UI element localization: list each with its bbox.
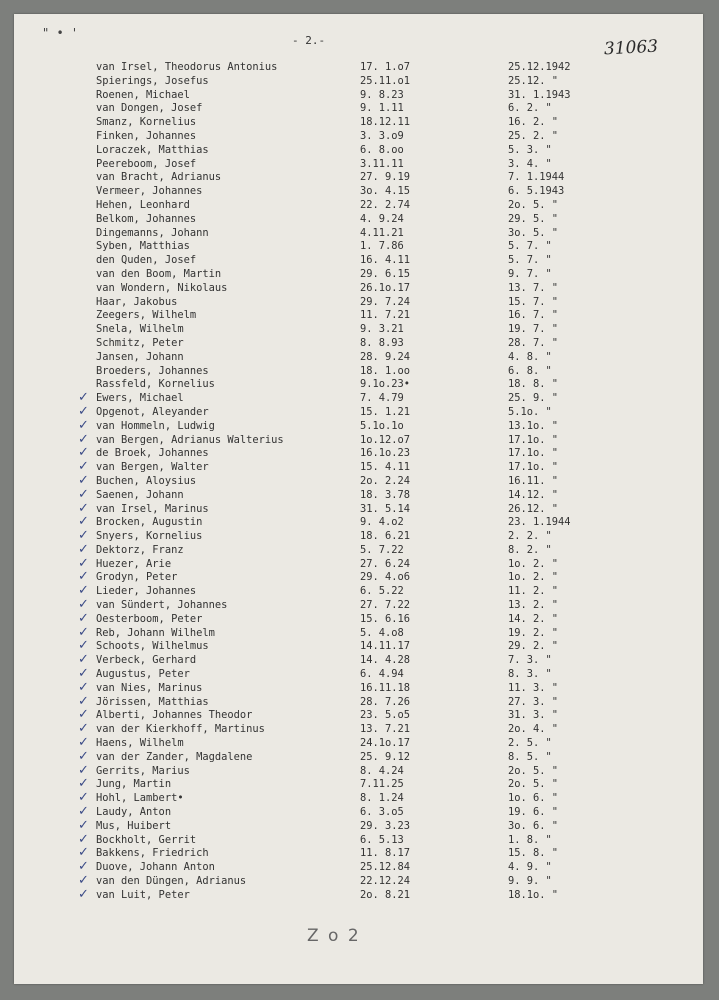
person-name: van Luit, Peter [96,888,190,901]
death-date: 3. 4. " [508,157,552,170]
check-mark: ✓ [78,417,89,433]
person-name: van der Zander, Magdalene [96,750,253,763]
table-row [0,144,719,158]
death-date: 1. 8. " [508,833,552,846]
table-row [0,624,719,641]
table-row [0,792,719,806]
person-name: van Nies, Marinus [96,681,203,694]
check-mark: ✓ [78,735,89,751]
corner-mark: " • ' [42,26,79,40]
person-name: van Hommeln, Ludwig [96,419,215,432]
birth-date: 14.11.17 [360,640,411,653]
death-date: 1o. 2. " [508,571,559,584]
person-name: Smanz, Kornelius [96,116,197,129]
check-mark: ✓ [78,638,89,654]
death-date: 14. 2. " [508,612,559,625]
death-date: 19. 6. " [508,806,559,819]
check-mark: ✓ [78,583,89,599]
person-name: Saenen, Johann [96,488,184,501]
check-mark: ✓ [78,390,89,406]
check-mark: ✓ [78,873,89,889]
table-row [0,516,719,530]
check-mark: ✓ [78,666,89,682]
birth-date: 6. 8.oo [360,143,404,156]
death-date: 6. 8. " [508,364,552,377]
person-name: Duove, Johann Anton [96,861,215,874]
birth-date: 7. 4.79 [360,392,404,405]
check-mark: ✓ [78,486,89,502]
birth-date: 9.1o.23• [360,378,411,391]
table-row [0,351,719,365]
birth-date: 17. 1.o7 [360,61,411,73]
check-mark: ✓ [78,679,89,695]
table-row [0,472,719,489]
table-row [0,130,719,144]
death-date: 25. 9. " [508,392,559,405]
birth-date: 15. 1.21 [360,405,411,418]
death-date: 16. 7. " [508,309,559,322]
reference-number: 31063 [603,36,659,60]
check-mark: ✓ [78,762,89,778]
birth-date: 15. 4.11 [360,461,411,474]
birth-date: 5.1o.1o [360,419,404,432]
birth-date: 9. 8.23 [360,88,404,101]
birth-date: 11. 7.21 [360,309,411,322]
person-name: Buchen, Aloysius [96,474,197,487]
table-row [0,847,719,861]
person-name: Gerrits, Marius [96,764,190,777]
table-row [0,640,719,654]
death-date: 19. 2. " [508,626,559,639]
birth-date: 14. 4.28 [360,654,411,667]
person-name: Dektorz, Franz [96,543,184,556]
table-row [0,585,719,599]
death-date: 27. 3. " [508,695,559,708]
table-row [0,213,719,227]
birth-date: 18. 3.78 [360,488,411,501]
death-date: 5. 3. " [508,143,552,156]
person-name: van Bergen, Adrianus Walterius [96,433,284,446]
birth-date: 4.11.21 [360,226,404,239]
birth-date: 27. 7.22 [360,599,411,612]
records-list [0,61,719,903]
check-mark: ✓ [78,555,89,571]
death-date: 5. 7. " [508,240,552,253]
death-date: 2o. 4. " [508,723,559,736]
birth-date: 6. 5.13 [360,833,404,846]
check-mark: ✓ [78,500,89,516]
footer-mark: Z o 2 [307,926,361,946]
death-date: 15. 7. " [508,295,559,308]
person-name: Brocken, Augustin [96,516,203,529]
death-date: 15. 8. " [508,847,559,860]
birth-date: 6. 3.o5 [360,806,404,819]
death-date: 26.12. " [508,502,559,515]
person-name: Syben, Matthias [96,240,190,253]
person-name: van den Boom, Martin [96,267,222,280]
table-row [0,296,719,310]
birth-date: 1o.12.o7 [360,433,411,446]
table-row [0,447,719,461]
birth-date: 11. 8.17 [360,847,411,860]
person-name: Huezer, Arie [96,557,172,570]
birth-date: 29. 6.15 [360,267,411,280]
birth-date: 26.1o.17 [360,281,411,294]
birth-date: 24.1o.17 [360,737,411,750]
birth-date: 3o. 4.15 [360,185,411,198]
check-mark: ✓ [78,831,89,847]
table-row [0,171,719,185]
table-row [0,378,719,392]
birth-date: 27. 9.19 [360,171,411,184]
table-row [0,486,719,503]
check-mark: ✓ [78,472,89,488]
check-mark: ✓ [78,403,89,419]
birth-date: 25.12.84 [360,861,411,874]
table-row [0,654,719,668]
birth-date: 23. 5.o5 [360,709,411,722]
person-name: Haens, Wilhelm [96,737,184,750]
table-row [0,185,719,199]
birth-date: 1. 7.86 [360,240,404,253]
death-date: 13. 2. " [508,599,559,612]
person-name: Finken, Johannes [96,129,197,142]
death-date: 16.11. " [508,474,559,487]
table-row [0,530,719,544]
table-row [0,282,719,296]
table-row [0,500,719,517]
death-date: 1o. 2. " [508,557,559,570]
birth-date: 29. 3.23 [360,819,411,832]
death-date: 6. 2. " [508,102,552,115]
table-row [0,599,719,613]
person-name: Spierings, Josefus [96,74,209,87]
person-name: Hohl, Lambert• [96,792,184,805]
table-row [0,227,719,241]
person-name: Broeders, Johannes [96,364,209,377]
death-date: 4. 8. " [508,350,552,363]
birth-date: 29. 7.24 [360,295,411,308]
birth-date: 18.12.11 [360,116,411,129]
person-name: van Bergen, Walter [96,461,209,474]
death-date: 8. 2. " [508,543,552,556]
death-date: 11. 2. " [508,585,559,598]
death-date: 2o. 5. " [508,198,559,211]
table-row [0,61,719,75]
table-row [0,240,719,254]
person-name: van der Kierkhoff, Martinus [96,723,265,736]
person-name: Jörissen, Matthias [96,695,209,708]
birth-date: 16.11.18 [360,681,411,694]
table-row [0,254,719,268]
death-date: 6. 5.1943 [508,185,565,198]
person-name: van Sündert, Johannes [96,599,228,612]
table-row [0,102,719,116]
table-row [0,861,719,875]
birth-date: 9. 4.o2 [360,516,404,529]
person-name: de Broek, Johannes [96,447,209,460]
check-mark: ✓ [78,569,89,585]
check-mark: ✓ [78,845,89,861]
death-date: 17.1o. " [508,461,559,474]
person-name: Reb, Johann Wilhelm [96,626,215,639]
death-date: 5.1o. " [508,405,552,418]
death-date: 3o. 5. " [508,226,559,239]
birth-date: 29. 4.o6 [360,571,411,584]
death-date: 2. 2. " [508,530,552,543]
check-mark: ✓ [78,652,89,668]
table-row [0,875,719,889]
person-name: Ewers, Michael [96,392,184,405]
birth-date: 18. 1.oo [360,364,411,377]
check-mark: ✓ [78,528,89,544]
table-row [0,309,719,323]
check-mark: ✓ [78,597,89,613]
table-row [0,75,719,89]
person-name: Hehen, Leonhard [96,198,190,211]
check-mark: ✓ [78,541,89,557]
table-row [0,806,719,820]
check-mark: ✓ [78,790,89,806]
table-row [0,886,719,903]
birth-date: 8. 4.24 [360,764,404,777]
person-name: Peereboom, Josef [96,157,197,170]
death-date: 5. 7. " [508,254,552,267]
death-date: 7. 3. " [508,654,552,667]
person-name: Haar, Jakobus [96,295,178,308]
birth-date: 5. 7.22 [360,543,404,556]
table-row [0,541,719,558]
check-mark: ✓ [78,459,89,475]
table-row [0,431,719,448]
table-row [0,723,719,737]
birth-date: 2o. 8.21 [360,888,411,901]
check-mark: ✓ [78,431,89,447]
death-date: 16. 2. " [508,116,559,129]
death-date: 25. 2. " [508,129,559,142]
check-mark: ✓ [78,624,89,640]
birth-date: 2o. 2.24 [360,474,411,487]
birth-date: 22. 2.74 [360,198,411,211]
person-name: Alberti, Johannes Theodor [96,709,253,722]
person-name: van Irsel, Theodorus Antonius [96,61,278,73]
person-name: Grodyn, Peter [96,571,178,584]
table-row [0,679,719,696]
table-row [0,365,719,379]
death-date: 11. 3. " [508,681,559,694]
birth-date: 3.11.11 [360,157,404,170]
table-row [0,158,719,172]
table-row [0,461,719,475]
table-row [0,392,719,406]
table-row [0,555,719,572]
check-mark: ✓ [78,721,89,737]
birth-date: 9. 1.11 [360,102,404,115]
death-date: 17.1o. " [508,447,559,460]
death-date: 4. 9. " [508,861,552,874]
check-mark: ✓ [78,707,89,723]
birth-date: 16. 4.11 [360,254,411,267]
table-row [0,831,719,848]
person-name: den Quden, Josef [96,254,197,267]
table-row [0,693,719,710]
death-date: 29. 2. " [508,640,559,653]
table-row [0,610,719,627]
birth-date: 22.12.24 [360,875,411,888]
death-date: 14.12. " [508,488,559,501]
birth-date: 8. 8.93 [360,336,404,349]
person-name: Rassfeld, Kornelius [96,378,215,391]
person-name: van Bracht, Adrianus [96,171,222,184]
birth-date: 3. 3.o9 [360,129,404,142]
birth-date: 28. 7.26 [360,695,411,708]
table-row [0,116,719,130]
death-date: 18.1o. " [508,888,559,901]
birth-date: 15. 6.16 [360,612,411,625]
birth-date: 6. 4.94 [360,668,404,681]
check-mark: ✓ [78,693,89,709]
person-name: Jansen, Johann [96,350,184,363]
death-date: 31. 1.1943 [508,88,571,101]
death-date: 25.12. " [508,74,559,87]
check-mark: ✓ [78,514,89,530]
check-mark: ✓ [78,817,89,833]
death-date: 9. 7. " [508,267,552,280]
person-name: Bakkens, Friedrich [96,847,209,860]
table-row [0,778,719,792]
table-row [0,737,719,751]
death-date: 17.1o. " [508,433,559,446]
death-date: 1o. 6. " [508,792,559,805]
death-date: 8. 3. " [508,668,552,681]
person-name: van den Düngen, Adrianus [96,875,247,888]
check-mark: ✓ [78,886,89,902]
table-row [0,709,719,723]
person-name: Snela, Wilhelm [96,323,184,336]
death-date: 2. 5. " [508,737,552,750]
person-name: Schoots, Wilhelmus [96,640,209,653]
birth-date: 13. 7.21 [360,723,411,736]
death-date: 13. 7. " [508,281,559,294]
person-name: Loraczek, Matthias [96,143,209,156]
death-date: 23. 1.1944 [508,516,571,529]
table-row [0,403,719,420]
table-row [0,571,719,585]
table-row [0,748,719,765]
birth-date: 8. 1.24 [360,792,404,805]
person-name: van Irsel, Marinus [96,502,209,515]
person-name: Dingemanns, Johann [96,226,209,239]
birth-date: 31. 5.14 [360,502,411,515]
death-date: 13.1o. " [508,419,559,432]
birth-date: 6. 5.22 [360,585,404,598]
person-name: Belkom, Johannes [96,212,197,225]
check-mark: ✓ [78,859,89,875]
birth-date: 5. 4.o8 [360,626,404,639]
table-row [0,817,719,834]
death-date: 18. 8. " [508,378,559,391]
birth-date: 28. 9.24 [360,350,411,363]
check-mark: ✓ [78,776,89,792]
death-date: 7. 1.1944 [508,171,565,184]
birth-date: 9. 3.21 [360,323,404,336]
person-name: Verbeck, Gerhard [96,654,197,667]
person-name: Laudy, Anton [96,806,172,819]
person-name: Oesterboom, Peter [96,612,203,625]
person-name: Roenen, Michael [96,88,190,101]
table-row [0,668,719,682]
birth-date: 18. 6.21 [360,530,411,543]
birth-date: 25.11.o1 [360,74,411,87]
birth-date: 27. 6.24 [360,557,411,570]
birth-date: 25. 9.12 [360,750,411,763]
person-name: Lieder, Johannes [96,585,197,598]
table-row [0,199,719,213]
death-date: 2o. 5. " [508,764,559,777]
page-number: - 2.- [292,34,326,47]
table-row [0,337,719,351]
table-row [0,323,719,337]
person-name: Bockholt, Gerrit [96,833,197,846]
check-mark: ✓ [78,804,89,820]
person-name: Snyers, Kornelius [96,530,203,543]
person-name: van Wondern, Nikolaus [96,281,228,294]
birth-date: 7.11.25 [360,778,404,791]
death-date: 29. 5. " [508,212,559,225]
death-date: 25.12.1942 [508,61,571,73]
table-row [0,89,719,103]
death-date: 8. 5. " [508,750,552,763]
table-row [0,762,719,779]
death-date: 28. 7. " [508,336,559,349]
check-mark: ✓ [78,445,89,461]
check-mark: ✓ [78,748,89,764]
table-row [0,268,719,282]
person-name: Augustus, Peter [96,668,190,681]
death-date: 31. 3. " [508,709,559,722]
death-date: 2o. 5. " [508,778,559,791]
death-date: 19. 7. " [508,323,559,336]
table-row [0,417,719,434]
person-name: van Dongen, Josef [96,102,203,115]
person-name: Schmitz, Peter [96,336,184,349]
person-name: Zeegers, Wilhelm [96,309,197,322]
person-name: Jung, Martin [96,778,172,791]
person-name: Opgenot, Aleyander [96,405,209,418]
birth-date: 16.1o.23 [360,447,411,460]
death-date: 3o. 6. " [508,819,559,832]
check-mark: ✓ [78,610,89,626]
birth-date: 4. 9.24 [360,212,404,225]
person-name: Mus, Huibert [96,819,172,832]
death-date: 9. 9. " [508,875,552,888]
person-name: Vermeer, Johannes [96,185,203,198]
